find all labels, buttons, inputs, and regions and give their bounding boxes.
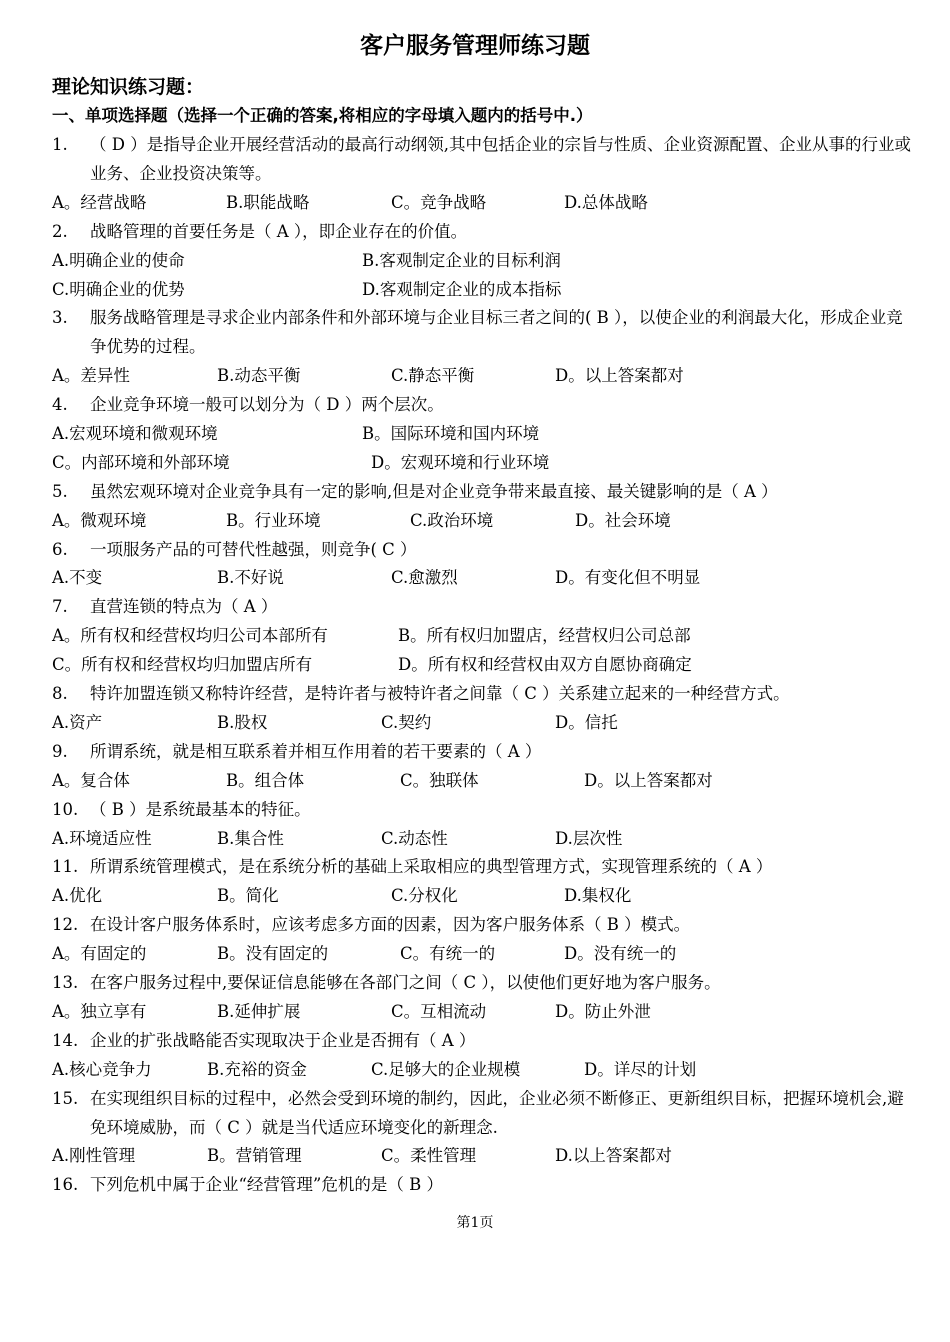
answer-option: A。所有权和经营权均归公司本部所有 — [52, 626, 328, 646]
option-row — [52, 362, 912, 391]
option-row — [52, 825, 912, 854]
answer-option: D.层次性 — [555, 828, 623, 848]
question-stem — [52, 304, 912, 362]
answer-option: C.足够大的企业规模 — [371, 1059, 521, 1079]
question-item — [52, 536, 912, 594]
option-row — [52, 940, 912, 969]
question-number: 6. — [52, 539, 68, 559]
answer-option: D。宏观环境和行业环境 — [371, 452, 550, 472]
question-item — [52, 131, 912, 218]
question-item — [52, 911, 912, 969]
question-text: 服务战略管理是寻求企业内部条件和外部环境与企业目标三者之间的( B ），以使企业的利润最大化，形成企业竞争优势的过程。 — [90, 308, 903, 357]
question-item — [52, 796, 912, 854]
answer-option: B。组合体 — [226, 770, 305, 790]
question-stem — [52, 969, 912, 998]
question-stem — [52, 1171, 912, 1200]
answer-option: C.分权化 — [391, 886, 458, 906]
option-row — [52, 709, 912, 738]
question-text: 在实现组织目标的过程中，必然会受到环境的制约，因此，企业必须不断修正、更新组织目标，把握环境机会,避免环境威胁，而（ C ）就是当代适应环境变化的新理念. — [90, 1088, 904, 1137]
answer-option: A.资产 — [52, 712, 103, 732]
question-number: 15. — [52, 1088, 79, 1108]
question-stem — [52, 218, 912, 247]
question-number: 14. — [52, 1030, 79, 1050]
answer-option: D。详尽的计划 — [584, 1059, 697, 1079]
section-title: 理论知识练习题： — [52, 76, 205, 98]
answer-option: B.不好说 — [217, 568, 284, 588]
answer-option: B。所有权归加盟店，经营权归公司总部 — [398, 626, 691, 646]
question-list — [52, 131, 912, 1200]
answer-option: A。微观环境 — [52, 510, 147, 530]
question-stem — [52, 680, 912, 709]
subsection-title: 一、单项选择题（选择一个正确的答案,将相应的字母填入题内的括号中.） — [52, 106, 593, 125]
question-item — [52, 738, 912, 796]
answer-option: D。有变化但不明显 — [555, 568, 701, 588]
answer-option: D。防止外泄 — [555, 1001, 651, 1021]
question-number: 2. — [52, 221, 68, 241]
question-text: 企业竞争环境一般可以划分为（ D ）两个层次。 — [90, 395, 444, 415]
question-item — [52, 391, 912, 478]
answer-option: C.契约 — [381, 712, 432, 732]
question-number: 7. — [52, 597, 68, 617]
question-number: 13. — [52, 973, 79, 993]
option-row — [52, 420, 912, 449]
question-item — [52, 1171, 912, 1200]
option-row — [52, 449, 912, 478]
answer-option: A.优化 — [52, 886, 103, 906]
question-item — [52, 680, 912, 738]
document-title: 客户服务管理师练习题 — [360, 33, 590, 59]
answer-option: A.核心竞争力 — [52, 1059, 152, 1079]
answer-option: D.集权化 — [564, 886, 632, 906]
question-text: 所谓系统，就是相互联系着并相互作用着的若干要素的（ A ） — [90, 741, 542, 761]
question-number: 10. — [52, 799, 79, 819]
answer-option: D。社会环境 — [575, 510, 671, 530]
answer-option: C.动态性 — [381, 828, 448, 848]
question-number: 9. — [52, 741, 68, 761]
question-text: 直营连锁的特点为（ A ） — [90, 597, 278, 617]
answer-option: A。差异性 — [52, 366, 130, 386]
answer-option: C。竞争战略 — [391, 192, 487, 212]
question-number: 11. — [52, 857, 79, 877]
answer-option: D.以上答案都对 — [555, 1146, 672, 1166]
answer-option: A.刚性管理 — [52, 1146, 136, 1166]
question-text: 企业的扩张战略能否实现取决于企业是否拥有（ A ） — [90, 1030, 476, 1050]
answer-option: A.明确企业的使命 — [52, 250, 185, 270]
option-row — [52, 1056, 912, 1085]
question-text: 所谓系统管理模式，是在系统分析的基础上采取相应的典型管理方式，实现管理系统的（ A ） — [90, 857, 773, 877]
question-number: 8. — [52, 684, 68, 704]
option-row — [52, 247, 912, 276]
answer-option: B.股权 — [217, 712, 268, 732]
answer-option: B。没有固定的 — [217, 944, 329, 964]
answer-option: B。营销管理 — [207, 1146, 302, 1166]
question-item — [52, 1027, 912, 1085]
option-row — [52, 651, 912, 680]
answer-option: B.集合性 — [217, 828, 284, 848]
answer-option: C.明确企业的优势 — [52, 279, 185, 299]
question-item — [52, 593, 912, 680]
answer-option: B.延伸扩展 — [217, 1001, 301, 1021]
answer-option: C。有统一的 — [400, 944, 496, 964]
question-stem — [52, 131, 912, 189]
question-text: 下列危机中属于企业“经营管理”危机的是（ B ） — [90, 1175, 443, 1195]
answer-option: C.静态平衡 — [391, 366, 475, 386]
question-stem — [52, 1085, 912, 1143]
answer-option: B.充裕的资金 — [207, 1059, 307, 1079]
answer-option: C。内部环境和外部环境 — [52, 452, 230, 472]
answer-option: A.宏观环境和微观环境 — [52, 424, 218, 443]
answer-option: A。经营战略 — [52, 192, 147, 212]
answer-option: C.愈激烈 — [391, 568, 458, 588]
answer-option: D.客观制定企业的成本指标 — [362, 279, 562, 299]
answer-option: D。以上答案都对 — [555, 366, 684, 386]
option-row — [52, 1142, 912, 1171]
answer-option: D.总体战略 — [564, 192, 648, 212]
answer-option: D。没有统一的 — [564, 944, 677, 964]
question-item — [52, 969, 912, 1027]
question-stem — [52, 478, 912, 507]
answer-option: B.职能战略 — [226, 192, 310, 212]
answer-option: A.环境适应性 — [52, 828, 152, 848]
answer-option: B.动态平衡 — [217, 366, 301, 386]
answer-option: B。简化 — [217, 886, 279, 906]
answer-option: A。有固定的 — [52, 944, 147, 964]
question-stem — [52, 738, 912, 767]
option-row — [52, 998, 912, 1027]
question-text: 战略管理的首要任务是（ A ），即企业存在的价值。 — [90, 221, 468, 241]
answer-option: B。国际环境和国内环境 — [362, 424, 540, 443]
answer-option: D。信托 — [555, 712, 618, 732]
question-stem — [52, 391, 912, 420]
option-row — [52, 622, 912, 651]
question-text: 在客户服务过程中,要保证信息能够在各部门之间（ C ），以使他们更好地为客户服务。 — [90, 973, 721, 993]
question-stem — [52, 796, 912, 825]
answer-option: C。互相流动 — [391, 1001, 487, 1021]
question-text: 虽然宏观环境对企业竞争具有一定的影响,但是对企业竞争带来最直接、最关键影响的是（ A ） — [90, 481, 778, 501]
question-number: 3. — [52, 308, 68, 328]
option-row — [52, 507, 912, 536]
question-stem — [52, 536, 912, 565]
question-item — [52, 218, 912, 305]
question-number: 16. — [52, 1175, 79, 1195]
answer-option: B。行业环境 — [226, 510, 321, 530]
answer-option: A。复合体 — [52, 770, 130, 790]
answer-option: C.政治环境 — [410, 510, 494, 530]
question-stem — [52, 911, 912, 940]
question-stem — [52, 593, 912, 622]
question-text: 在设计客户服务体系时，应该考虑多方面的因素，因为客户服务体系（ B ）模式。 — [90, 915, 691, 935]
question-number: 4. — [52, 395, 68, 415]
question-text: （ B ）是系统最基本的特征。 — [90, 799, 311, 819]
answer-option: B.客观制定企业的目标利润 — [362, 250, 561, 270]
question-item — [52, 304, 912, 391]
question-stem — [52, 853, 912, 882]
option-row — [52, 189, 912, 218]
question-text: （ D ）是指导企业开展经营活动的最高行动纲领,其中包括企业的宗旨与性质、企业资源配置、企业从事的行业或业务、企业投资决策等。 — [90, 135, 911, 183]
answer-option: C。柔性管理 — [381, 1146, 477, 1166]
question-item — [52, 478, 912, 536]
option-row — [52, 276, 912, 305]
option-row — [52, 564, 912, 593]
answer-option: A。独立享有 — [52, 1001, 147, 1021]
answer-option: D。以上答案都对 — [584, 770, 713, 790]
question-number: 1. — [52, 135, 68, 154]
question-text: 一项服务产品的可替代性越强，则竞争( C ） — [90, 539, 417, 559]
question-item — [52, 1085, 912, 1172]
question-number: 12. — [52, 915, 79, 935]
question-item — [52, 853, 912, 911]
answer-option: C。所有权和经营权均归加盟店所有 — [52, 655, 313, 675]
option-row — [52, 882, 912, 911]
question-number: 5. — [52, 481, 68, 501]
answer-option: A.不变 — [52, 568, 103, 588]
page-number: 第1页 — [456, 1215, 494, 1231]
question-stem — [52, 1027, 912, 1056]
answer-option: C。独联体 — [400, 770, 479, 790]
question-text: 特许加盟连锁又称特许经营，是特许者与被特许者之间靠（ C ）关系建立起来的一种经营方式。 — [90, 684, 790, 704]
answer-option: D。所有权和经营权由双方自愿协商确定 — [398, 655, 692, 675]
option-row — [52, 767, 912, 796]
